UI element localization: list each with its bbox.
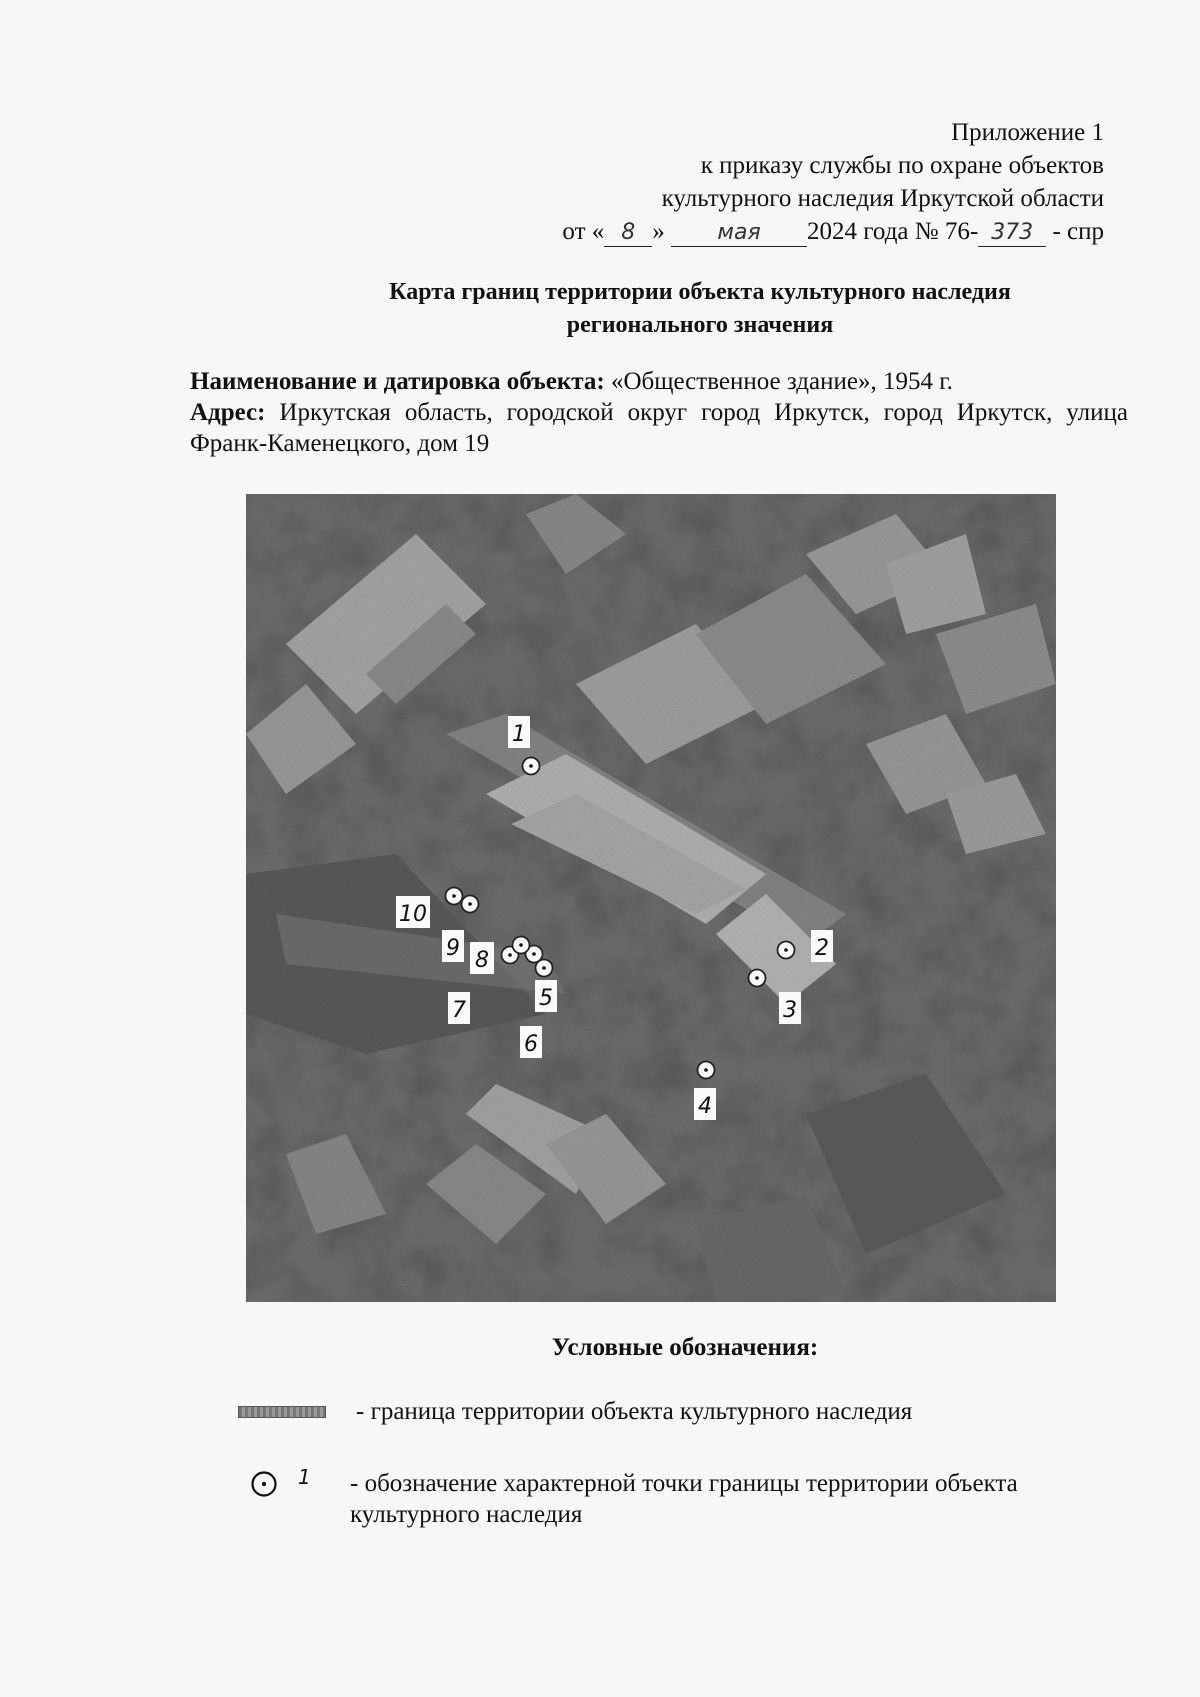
point-marker-icon [250,1470,278,1498]
point-marker-dot-4 [704,1068,708,1072]
point-label-10: 10 [399,902,427,927]
object-name-label: Наименование и датировка объекта: [190,368,605,395]
point-label-4: 4 [698,1094,712,1119]
handwritten-order-number: 373 [978,220,1046,247]
legend-title: Условные обозначения: [551,1334,819,1361]
object-address-label: Адрес: [190,399,266,426]
legend-point-number: 1 [298,1465,311,1489]
object-name-row [190,366,1128,397]
map-imagery [246,494,1056,1302]
point-marker-dot-9 [468,902,472,906]
point-marker-dot-5 [532,952,536,956]
aerial-map [246,494,1056,1302]
point-label-9: 9 [446,936,460,961]
point-label-1: 1 [512,722,526,747]
title-line-1: Карта границ территории объекта культурного наследия [389,279,1011,305]
order-date-line [562,215,1104,248]
point-label-3: 3 [783,998,797,1023]
object-address-value: Иркутская область, городской округ город Иркутск, город Иркутск, улица Франк-Каменецкого, дом 19 [190,399,1129,457]
appendix-line-2: к приказу службы по охране объектов [700,152,1104,179]
appendix-line-1: Приложение 1 [951,119,1104,146]
object-name-value: «Общественное здание», 1954 г. [610,368,953,395]
legend-point-text: - обозначение характерной точки границы территории объекта культурного наследия [350,1470,1018,1528]
boundary-line-swatch [238,1406,326,1418]
point-marker-dot-6 [542,966,546,970]
point-marker-dot-2 [784,948,788,952]
date-day-close: » [652,218,665,245]
point-marker-dot-10 [452,894,456,898]
point-label-8: 8 [475,948,489,973]
object-info [190,366,1128,459]
appendix-line-3: культурного наследия Иркутской области [661,185,1104,212]
point-marker-dot-7 [508,953,512,957]
point-label-2: 2 [815,936,829,961]
document-title [300,276,1100,342]
point-label-7: 7 [452,998,466,1023]
point-label-6: 6 [524,1032,538,1057]
point-label-5: 5 [539,986,553,1011]
handwritten-month: мая [671,220,807,247]
handwritten-day: 8 [604,220,652,247]
point-marker-dot-1 [529,764,533,768]
point-marker-dot-3 [755,976,759,980]
order-suffix: - спр [1052,218,1104,245]
year-text: 2024 года № 76- [807,218,979,245]
title-line-2: регионального значения [566,312,834,338]
aerial-map-svg [246,494,1056,1302]
object-address-row [190,397,1128,459]
point-marker-dot-8 [519,943,523,947]
date-prefix: от « [562,218,605,245]
legend-boundary-text: - граница территории объекта культурного наследия [356,1398,913,1425]
appendix-header [562,116,1104,248]
